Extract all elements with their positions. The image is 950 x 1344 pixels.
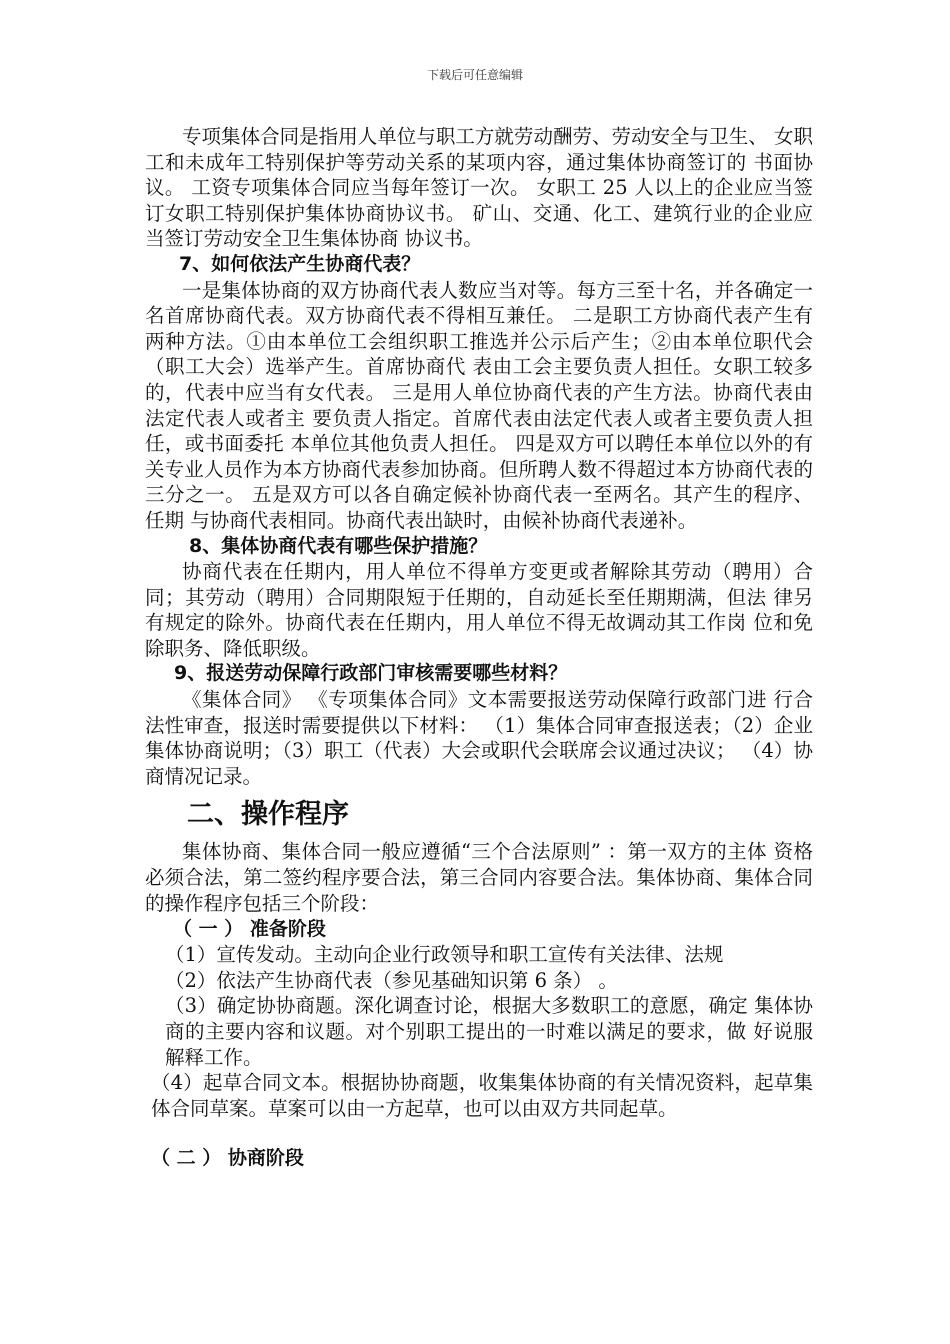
stage-2-title: （ 二 ） 协商阶段 [151, 1147, 304, 1170]
section-2-title: 二、操作程序 [187, 799, 349, 831]
question-9-answer: 《集体合同》 《专项集体合同》文本需要报送劳动保障行政部门进 行合法性审查，报送时需要提供以下材料： （1）集体合同审查报送表；（2）企业集体协商说明；（3）职工（代表）大会或职代会联席会议通过决议； （4）协商情况记录。 [145, 688, 813, 788]
question-7-heading: 7、如何依法产生协商代表？ [179, 252, 421, 275]
question-9-heading: 9、报送劳动保障行政部门审核需要哪些材料？ [174, 662, 568, 685]
question-8-answer: 协商代表在任期内，用人单位不得单方变更或者解除其劳动（聘用）合同；其劳动（聘用）合同期限短于任期的，自动延长至任期期满，但法 律另有规定的除外。协商代表在任期内，用人单位不得无故调动其工作岗 位和免除职务、降低职级。 [145, 560, 813, 660]
stage-1-item-4: （4）起草合同文本。根据协协商题，收集集体协商的有关情况资料，起草集体合同草案。草案可以由一方起草，也可以由双方共同起草。 [151, 1071, 813, 1120]
stage-1-item-1: （1）宣传发动。主动向企业行政领导和职工宣传有关法律、法规 [165, 943, 724, 967]
intro-paragraph: 专项集体合同是指用人单位与职工方就劳动酬劳、劳动安全与卫生、 女职工和未成年工特别保护等劳动关系的某项内容，通过集体协商签订的 书面协议。 工资专项集体合同应当每年签订一次。 女职工 25 人以上的企业应当签订女职工特别保护集体协商协议书。 矿山、交通、化工、建筑行业的企业应当签订劳动安全卫生集体协商 协议书。 [145, 125, 813, 251]
stage-1-title: （ 一 ） 准备阶段 [173, 918, 326, 941]
question-8-heading: 8、集体协商代表有哪些保护措施？ [189, 534, 488, 557]
section-2-intro: 集体协商、集体合同一般应遵循“三个合法原则” ：第一双方的主体 资格必须合法，第二签约程序要合法，第三合同内容要合法。集体协商、集体合同的操作程序包括三个阶段： [145, 840, 813, 915]
document-body [145, 124, 813, 1171]
question-7-answer: 一是集体协商的双方协商代表人数应当对等。每方三至十名，并各确定一名首席协商代表。双方协商代表不得相互兼任。 二是职工方协商代表产生有两种方法。①由本单位工会组织职工推选并公示后产生；②由本单位职代会（职工大会）选举产生。首席协商代 表由工会主要负责人担任。女职工较多的，代表中应当有女代表。 三是用人单位协商代表的产生方法。协商代表由法定代表人或者主 要负责人指定。首席代表由法定代表人或者主要负责人担任，或书面委托 本单位其他负责人担任。 四是双方可以聘任本单位以外的有关专业人员作为本方协商代表参加协商。但所聘人数不得超过本方协商代表的三分之一。 五是双方可以各自确定候补协商代表一至两名。其产生的程序、任期 与协商代表相同。协商代表出缺时，由候补协商代表递补。 [145, 278, 813, 532]
page-header: 下载后可任意编辑 [426, 68, 523, 82]
stage-1-item-3: （3）确定协协商题。深化调查讨论，根据大多数职工的意愿，确定 集体协商的主要内容和议题。对个别职工提出的一时难以满足的要求，做 好说服解释工作。 [165, 994, 813, 1069]
stage-1-item-2: （2）依法产生协商代表（参见基础知识第 6 条） 。 [165, 968, 618, 992]
